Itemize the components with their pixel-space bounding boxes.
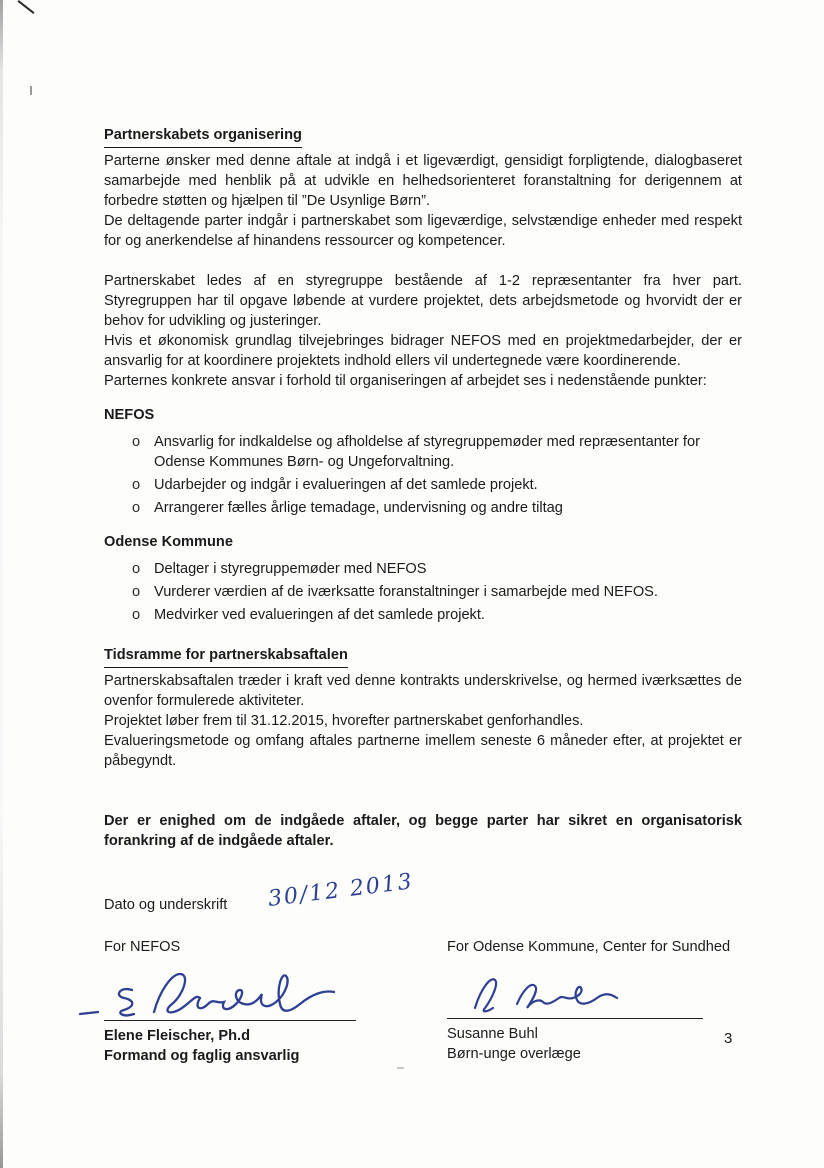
signature-right-title: Børn-unge overlæge xyxy=(447,1045,581,1062)
list-item xyxy=(132,433,742,473)
bullet-marker: o xyxy=(132,560,141,577)
scan-small-mark-artifact xyxy=(30,86,32,95)
signature-right-image xyxy=(447,964,677,1024)
paragraph-organisering-5: Parternes konkrete ansvar i forhold til organiseringen af arbejdet ses i nedenstående punkter: xyxy=(104,372,707,389)
paragraph-organisering-2: De deltagende parter indgår i partnerskabet som ligeværdige, selvstændige enheder med respekt for og anerkendelse af hinandens ressourcer og kompetencer. xyxy=(104,212,742,249)
section-heading-odense-kommune: Odense Kommune xyxy=(104,533,233,550)
paragraph-tidsramme-1: Partnerskabsaftalen træder i kraft ved denne kontrakts underskrivelse, og hermed iværksættes de ovenfor formulerede aktiviteter. xyxy=(104,672,742,709)
signature-left-column xyxy=(104,938,447,1067)
list-item-text: Deltager i styregruppemøder med NEFOS xyxy=(154,560,427,577)
scan-corner-artifact xyxy=(18,0,35,14)
bullet-marker: o xyxy=(132,476,141,493)
list-item-text: Medvirker ved evalueringen af det samlede projekt. xyxy=(154,606,485,623)
paragraph-tidsramme-2: Projektet løber frem til 31.12.2015, hvorefter partnerskabet genforhandles. xyxy=(104,712,584,729)
list-item-text: Vurderer værdien af de iværksatte foranstaltninger i samarbejde med NEFOS. xyxy=(154,583,658,600)
signature-right-name: Susanne Buhl xyxy=(447,1025,538,1042)
signature-left-title: Formand og faglig ansvarlig xyxy=(104,1047,300,1064)
bullet-marker: o xyxy=(132,583,141,600)
signature-left-line xyxy=(104,1020,356,1021)
paragraph-tidsramme-3: Evalueringsmetode og omfang aftales partnerne imellem seneste 6 måneder efter, at projektet er påbegyndt. xyxy=(104,732,742,769)
bullet-marker: o xyxy=(132,606,141,623)
section-heading-nefos: NEFOS xyxy=(104,406,155,423)
date-signature-row xyxy=(104,868,742,916)
odense-responsibility-list xyxy=(104,560,742,626)
nefos-responsibility-list xyxy=(104,433,742,519)
signature-left-name: Elene Fleischer, Ph.d xyxy=(104,1027,250,1044)
scan-bottom-mark-artifact xyxy=(397,1067,404,1069)
list-item xyxy=(132,499,742,519)
bullet-marker: o xyxy=(132,433,141,450)
paragraph-organisering-1: Parterne ønsker med denne aftale at indgå i et ligeværdigt, gensidigt forpligtende, dialogbaseret samarbejde med henblik på at udvikle en helhedsorienteret foranstaltning for derigennem at forbedre støtten og hjælpen til ”De Usynlige Børn”. xyxy=(104,152,742,209)
paragraph-organisering-4: Hvis et økonomisk grundlag tilvejebringes bidrager NEFOS med en projektmedarbejder, der er ansvarlig for at koordinere projektets indhold ellers vil undertegnede være koordinerende. xyxy=(104,332,742,369)
date-label: Dato og underskrift xyxy=(104,896,228,913)
list-item-text: Ansvarlig for indkaldelse og afholdelse af styregruppemøder med repræsentanter for Odense Kommunes Børn- og Ungeforvaltning. xyxy=(154,433,700,470)
signature-right-line xyxy=(447,1018,703,1019)
signature-left-image xyxy=(76,960,366,1026)
list-item-text: Arrangerer fælles årlige temadage, undervisning og andre tiltag xyxy=(154,499,563,516)
paragraph-organisering-3: Partnerskabet ledes af en styregruppe bestående af 1-2 repræsentanter fra hver part. Styregruppen har til opgave løbende at vurdere projektet, dets arbejdsmetode og hvorvidt der er behov for udvikling og justeringer. xyxy=(104,272,742,329)
list-item xyxy=(132,560,742,580)
section-heading-tidsramme: Tidsramme for partnerskabsaftalen xyxy=(104,646,348,668)
page-number: 3 xyxy=(724,1030,733,1047)
list-item-text: Udarbejder og indgår i evalueringen af det samlede projekt. xyxy=(154,476,538,493)
bullet-marker: o xyxy=(132,499,141,516)
section-heading-partnerskabets-organisering: Partnerskabets organisering xyxy=(104,126,302,148)
list-item xyxy=(132,606,742,626)
list-item xyxy=(132,583,742,603)
signature-block xyxy=(104,938,742,1067)
list-item xyxy=(132,476,742,496)
document-content xyxy=(104,126,742,1067)
signature-left-for-label: For NEFOS xyxy=(104,938,181,955)
signature-right-column xyxy=(447,938,742,1067)
handwritten-date: 30/12 2013 xyxy=(267,868,416,912)
scan-edge-artifact xyxy=(0,0,3,1168)
paragraph-agreement: Der er enighed om de indgåede aftaler, og begge parter har sikret en organisatorisk forankring af de indgåede aftaler. xyxy=(104,812,742,849)
signature-right-for-label: For Odense Kommune, Center for Sundhed xyxy=(447,938,731,955)
